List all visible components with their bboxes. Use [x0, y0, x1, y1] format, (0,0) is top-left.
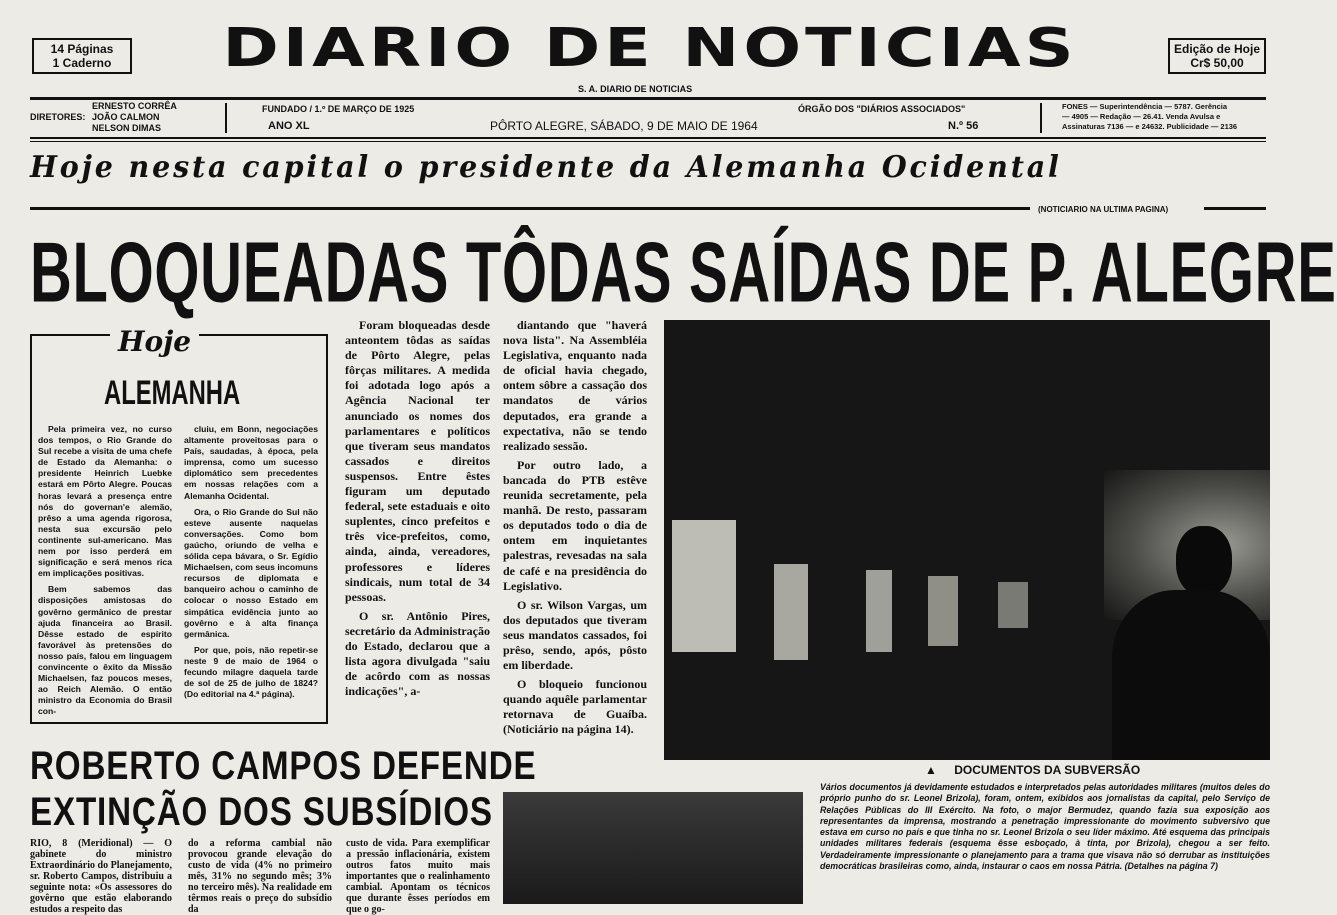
- infobar-divider: [225, 103, 227, 133]
- price-box: [1168, 38, 1266, 74]
- lead-col-1: [345, 318, 490, 770]
- founded-line: FUNDADO / 1.º DE MARÇO DE 1925: [262, 104, 415, 114]
- newspaper-title: DIARIO DE NOTICIAS: [222, 17, 1078, 80]
- organ-line: ÓRGÃO DOS "DIÁRIOS ASSOCIADOS": [798, 104, 966, 114]
- editorial-col2-p3: Por que, pois, não repetir-se neste 9 de maio de 1964 o fecundo milagre daquela tarde de sol de 25 de julho de 1824? (Do editorial na 4.ª página).: [184, 644, 318, 700]
- campos-col-2: do a reforma cambial não provocou grande elevação do custo de vida (4% no primeiro mês, 31% no segundo mês; 3% no terceiro mês). Na realidade em têrmos reais o preço do subsídio da: [188, 838, 332, 915]
- publisher-line: S. A. DIARIO DE NOTICIAS: [578, 84, 693, 94]
- tagline-note: (NOTICIARIO NA ULTIMA PAGINA): [1038, 205, 1169, 214]
- lead-col2-p1: diantando que "haverá nova lista". Na Assembléia Legislativa, enquanto nada de oficial havia chegado, ontem sôbre a cassação dos mandatos de vários deputados, era grande a expectativa, não se tendo realizado sessão.: [503, 318, 647, 453]
- caption-text: Vários documentos já devidamente estudados e interpretados pelas autoridades militares (muitos deles do próprio punho do sr. Leonel Brizola), foram, ontem, exibidos aos jornalistas da capital, pelo Serviço de Relações Públicas do III Exército. Na foto, o major Bermudez, quando fazia sua exposição aos representantes da imprensa, mostrando a penetração impressionante do movimento subversivo que estava em curso no país e que tinha no sr. Leonel Brizola o seu líder máximo. Até esquema das principais unidades militares federais (esquema êsse esboçado, à tinta, por Brizola), chegou a ser feito. Verdadeiramente impressionante o planejamento para a trama que visava não só derrubar as instituições democráticas brasileiras como, ainda, instaurar o caos em nossa Pátria. (Detalhes na página 7): [820, 782, 1270, 872]
- infobar-rule: [30, 137, 1266, 139]
- editorial-col-1: [38, 424, 172, 720]
- masthead-rule: [30, 97, 1266, 100]
- pages-box: [32, 38, 132, 74]
- dateline: PÔRTO ALEGRE, SÁBADO, 9 DE MAIO DE 1964: [490, 119, 758, 133]
- lead-col1-p2: O sr. Antônio Pires, secretário da Administração do Estado, declarou que a lista agora divulgada "saiu de acôrdo com as nossas indicações", a-: [345, 608, 490, 699]
- caption-arrow-icon: ▲: [925, 763, 937, 777]
- tagline-rule-left: [30, 207, 1030, 210]
- subversion-documents-photo: [664, 320, 1270, 760]
- infobar-divider-2: [1040, 103, 1042, 133]
- photo-doc-5: [998, 582, 1028, 628]
- main-headline: BLOQUEADAS TÔDAS SAÍDAS DE P. ALEGRE: [30, 223, 1337, 320]
- phones-line-3: Assinaturas 7136 — e 24632. Publicidade — 2136: [1062, 122, 1238, 131]
- caption-title-row: [925, 764, 1140, 777]
- editorial-col1-p2: Bem sabemos das disposições amistosas do govêrno germânico de prestar ajuda financeira ao Brasil. Dêsse estado de espírito favorável às pretensões do nosso país, falou em linguagem convincente o êxito da Missão Michaelsen, faz poucos meses, ao Reich Alemão. O então ministro da Economia do Brasil con-: [38, 584, 172, 717]
- year-line: ANO XL: [268, 120, 310, 132]
- directors-list: [92, 101, 177, 134]
- lead-col2-p3: O sr. Wilson Vargas, um dos deputados que tiveram seus mandatos cassados, foi prêso, sendo, após, pôsto em liberdade.: [503, 597, 647, 673]
- bottom-photo-light: [503, 792, 803, 904]
- edition-price: Cr$ 50,00: [1190, 56, 1244, 70]
- phones-line-1: FONES — Superintendência — 5787. Gerência: [1062, 102, 1228, 111]
- director-1: ERNESTO CORRÊA: [92, 101, 177, 111]
- lead-col-2: [503, 318, 647, 770]
- photo-doc-3: [866, 570, 892, 652]
- lead-col1-p1: Foram bloqueadas desde anteontem tôdas as saídas de Pôrto Alegre, pelas fôrças militares. A medida foi adotada logo após a Agência Nacional ter anunciado os nomes dos parlamentares e políticos que tiveram seus mandatos cassados e direitos suspensos. Entre êstes figuram um deputado federal, sete estaduais e oito suplentes, cinco prefeitos e três vice-prefeitos, como, ainda, ainda, vereadores, professores e líderes sindicais, num total de 34 pessoas.: [345, 318, 490, 604]
- bottom-photo: [503, 792, 803, 904]
- campos-col-1: RIO, 8 (Meridional) — O gabinete do ministro Extraordinário do Planejamento, sr. Roberto Campos, distribuiu a seguinte nota: «Os assessores do govêrno que estão elaborando estudos a respeito das: [30, 838, 172, 915]
- infobar-rule-2: [30, 141, 1266, 142]
- caption-title: DOCUMENTOS DA SUBVERSÃO: [954, 763, 1141, 777]
- editorial-col2-p1: cluiu, em Bonn, negociações altamente proveitosas para o País, saudadas, à época, pela imprensa, como um sucesso diplomático sem precedentes em nossas relações com a Alemanha Ocidental.: [184, 424, 318, 501]
- photo-doc-4: [928, 576, 958, 646]
- campos-headline-2: EXTINÇÃO DOS SUBSÍDIOS: [30, 790, 493, 834]
- photo-figure-body: [1112, 590, 1270, 760]
- editorial-col1-p1: Pela primeira vez, no curso dos tempos, o Rio Grande do Sul recebe a visita de uma chefe de Estado da Alemanha: o presidente Heinrich Luebke estará em Pôrto Alegre. Poucas horas levará a presença entre nós do governan'e alemão, prêso a uma agenda rigorosa, nesta sua excursão pelo continente sul-americano. Mas nem por isso perderá em significação e será menos rica em implicações positivas.: [38, 424, 172, 579]
- photo-doc-2: [774, 564, 808, 660]
- editorial-col2-p2: Ora, o Rio Grande do Sul não esteve ausente naquelas conversações. Como bom gaúcho, oriundo de velha e sólida cepa bávara, o Sr. Egídio Michaelsen, com seus incomuns recursos de diplomata e banqueiro achou o caminho de colocar o nosso Estado em simpática evidência junto ao govêrno e à alta finança germânica.: [184, 506, 318, 639]
- tagline-rule-right: [1204, 207, 1266, 210]
- director-3: NELSON DIMAS: [92, 123, 162, 133]
- pages-count: 14 Páginas: [50, 42, 114, 56]
- editorial-col-2: [184, 424, 318, 720]
- lead-col2-p2: Por outro lado, a bancada do PTB estêve reunida secretamente, pela manhã. De resto, passaram os deputados todo o dia de ontem em inquietantes palestras, revesadas na sala de café e na presidência do Legislativo.: [503, 457, 647, 593]
- campos-headline-1: ROBERTO CAMPOS DEFENDE: [30, 744, 537, 788]
- campos-col-3: custo de vida. Para exemplificar a pressão inflacionária, existem outros fatos muito mais importantes que o realinhamento cambial. Apontam os técnicos que durante êsses períodos em que o go-: [346, 838, 490, 915]
- directors-label: DIRETORES:: [30, 112, 86, 122]
- section-count: 1 Caderno: [52, 56, 112, 70]
- lead-col2-p4: O bloqueio funcionou quando aquêle parlamentar retornava de Guaíba. (Noticiário na página 14).: [503, 677, 647, 737]
- editorial-title: ALEMANHA: [104, 374, 241, 412]
- issue-number: N.º 56: [948, 120, 979, 132]
- director-2: JOÃO CALMON: [92, 112, 160, 122]
- photo-doc-1: [672, 520, 736, 652]
- edition-label: Edição de Hoje: [1173, 42, 1261, 56]
- phones: [1062, 102, 1237, 132]
- photo-figure-head: [1176, 526, 1232, 596]
- editorial-kicker: Hoje: [110, 326, 199, 358]
- phones-line-2: — 4905 — Redação — 26.41. Venda Avulsa e: [1062, 112, 1221, 121]
- tagline-headline: Hoje nesta capital o presidente da Alemanha Ocidental: [30, 150, 1062, 185]
